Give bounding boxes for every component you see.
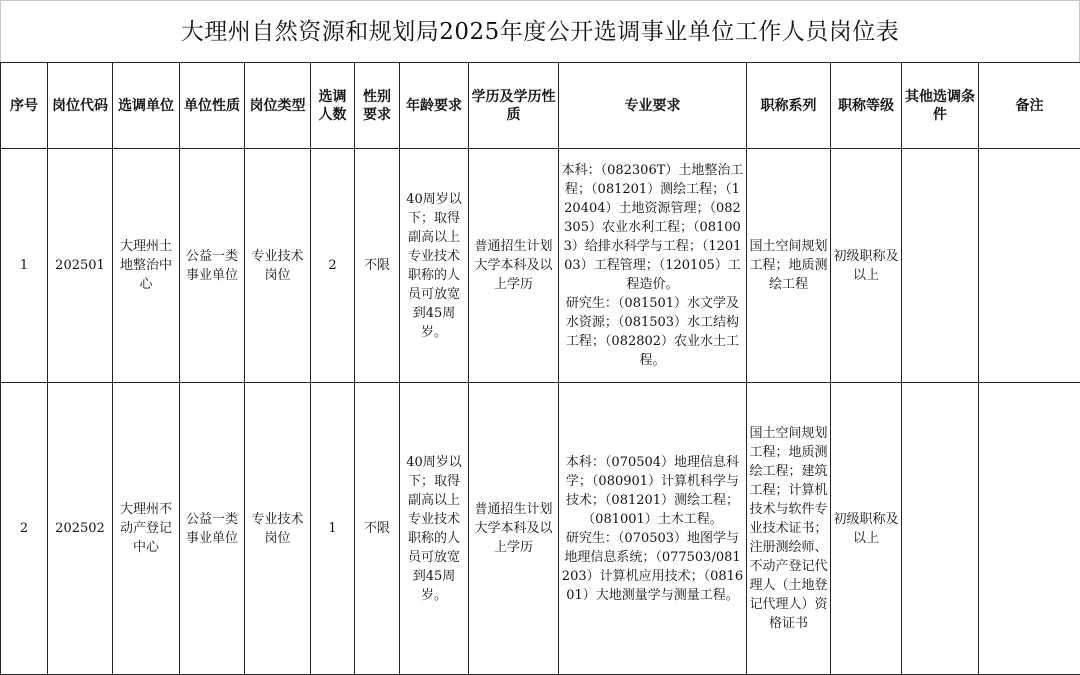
cell-unit: 大理州不动产登记中心 xyxy=(113,383,180,675)
cell-age: 40周岁以下；取得副高以上专业技术职称的人员可放宽到45周岁。 xyxy=(400,149,469,383)
cell-code: 202502 xyxy=(48,383,113,675)
cell-no: 2 xyxy=(1,383,48,675)
cell-unit: 大理州土地整治中心 xyxy=(113,149,180,383)
document-title: 大理州自然资源和规划局2025年度公开选调事业单位工作人员岗位表 xyxy=(0,0,1080,62)
header-other: 其他选调条件 xyxy=(902,63,979,149)
table-row xyxy=(1,383,1080,675)
header-nature: 单位性质 xyxy=(180,63,245,149)
table-row xyxy=(1,149,1080,383)
major-graduate: 研究生：（070503）地图学与地理信息系统；（077503/081203）计算机应用技术；（081601）大地测量学与测量工程。 xyxy=(561,530,744,603)
cell-title-level: 初级职称及以上 xyxy=(831,383,902,675)
cell-remark xyxy=(979,149,1080,383)
header-remark: 备注 xyxy=(979,63,1080,149)
cell-post-type: 专业技术岗位 xyxy=(245,149,311,383)
cell-education: 普通招生计划大学本科及以上学历 xyxy=(469,383,559,675)
major-undergrad: 本科：（082306T）土地整治工程；（081201）测绘工程；（120404）土地资源管理；（082305）农业水利工程；（081003）给排水科学与工程；（120103）工程管理；（120105）工程造价。 xyxy=(561,163,744,292)
header-title-series: 职称系列 xyxy=(747,63,831,149)
major-undergrad: 本科：（070504）地理信息科学；（080901）计算机科学与技术；（081201）测绘工程；（081001）土木工程。 xyxy=(565,454,740,527)
header-age: 年龄要求 xyxy=(400,63,469,149)
cell-gender: 不限 xyxy=(355,383,400,675)
cell-count: 1 xyxy=(311,383,355,675)
cell-code: 202501 xyxy=(48,149,113,383)
cell-major xyxy=(559,383,747,675)
cell-post-type: 专业技术岗位 xyxy=(245,383,311,675)
header-post-type: 岗位类型 xyxy=(245,63,311,149)
cell-remark xyxy=(979,383,1080,675)
cell-gender: 不限 xyxy=(355,149,400,383)
header-count: 选调人数 xyxy=(311,63,355,149)
cell-other xyxy=(902,149,979,383)
major-graduate: 研究生：（081501）水文学及水资源；（081503）水工结构工程；（082802）农业水土工程。 xyxy=(565,296,740,368)
cell-nature: 公益一类事业单位 xyxy=(180,149,245,383)
header-code: 岗位代码 xyxy=(48,63,113,149)
cell-education: 普通招生计划大学本科及以上学历 xyxy=(469,149,559,383)
cell-title-series: 国土空间规划工程；地质测绘工程；建筑工程；计算机技术与软件专业技术证书；注册测绘师、不动产登记代理人（土地登记代理人）资格证书 xyxy=(747,383,831,675)
cell-no: 1 xyxy=(1,149,48,383)
header-no: 序号 xyxy=(1,63,48,149)
cell-title-series: 国土空间规划工程；地质测绘工程 xyxy=(747,149,831,383)
header-row xyxy=(1,63,1080,149)
cell-count: 2 xyxy=(311,149,355,383)
header-gender: 性别要求 xyxy=(355,63,400,149)
cell-nature: 公益一类事业单位 xyxy=(180,383,245,675)
header-unit: 选调单位 xyxy=(113,63,180,149)
header-title-level: 职称等级 xyxy=(831,63,902,149)
position-table xyxy=(0,62,1080,675)
header-education: 学历及学历性质 xyxy=(469,63,559,149)
cell-title-level: 初级职称及以上 xyxy=(831,149,902,383)
cell-other xyxy=(902,383,979,675)
cell-major xyxy=(559,149,747,383)
header-major: 专业要求 xyxy=(559,63,747,149)
cell-age: 40周岁以下；取得副高以上专业技术职称的人员可放宽到45周岁。 xyxy=(400,383,469,675)
